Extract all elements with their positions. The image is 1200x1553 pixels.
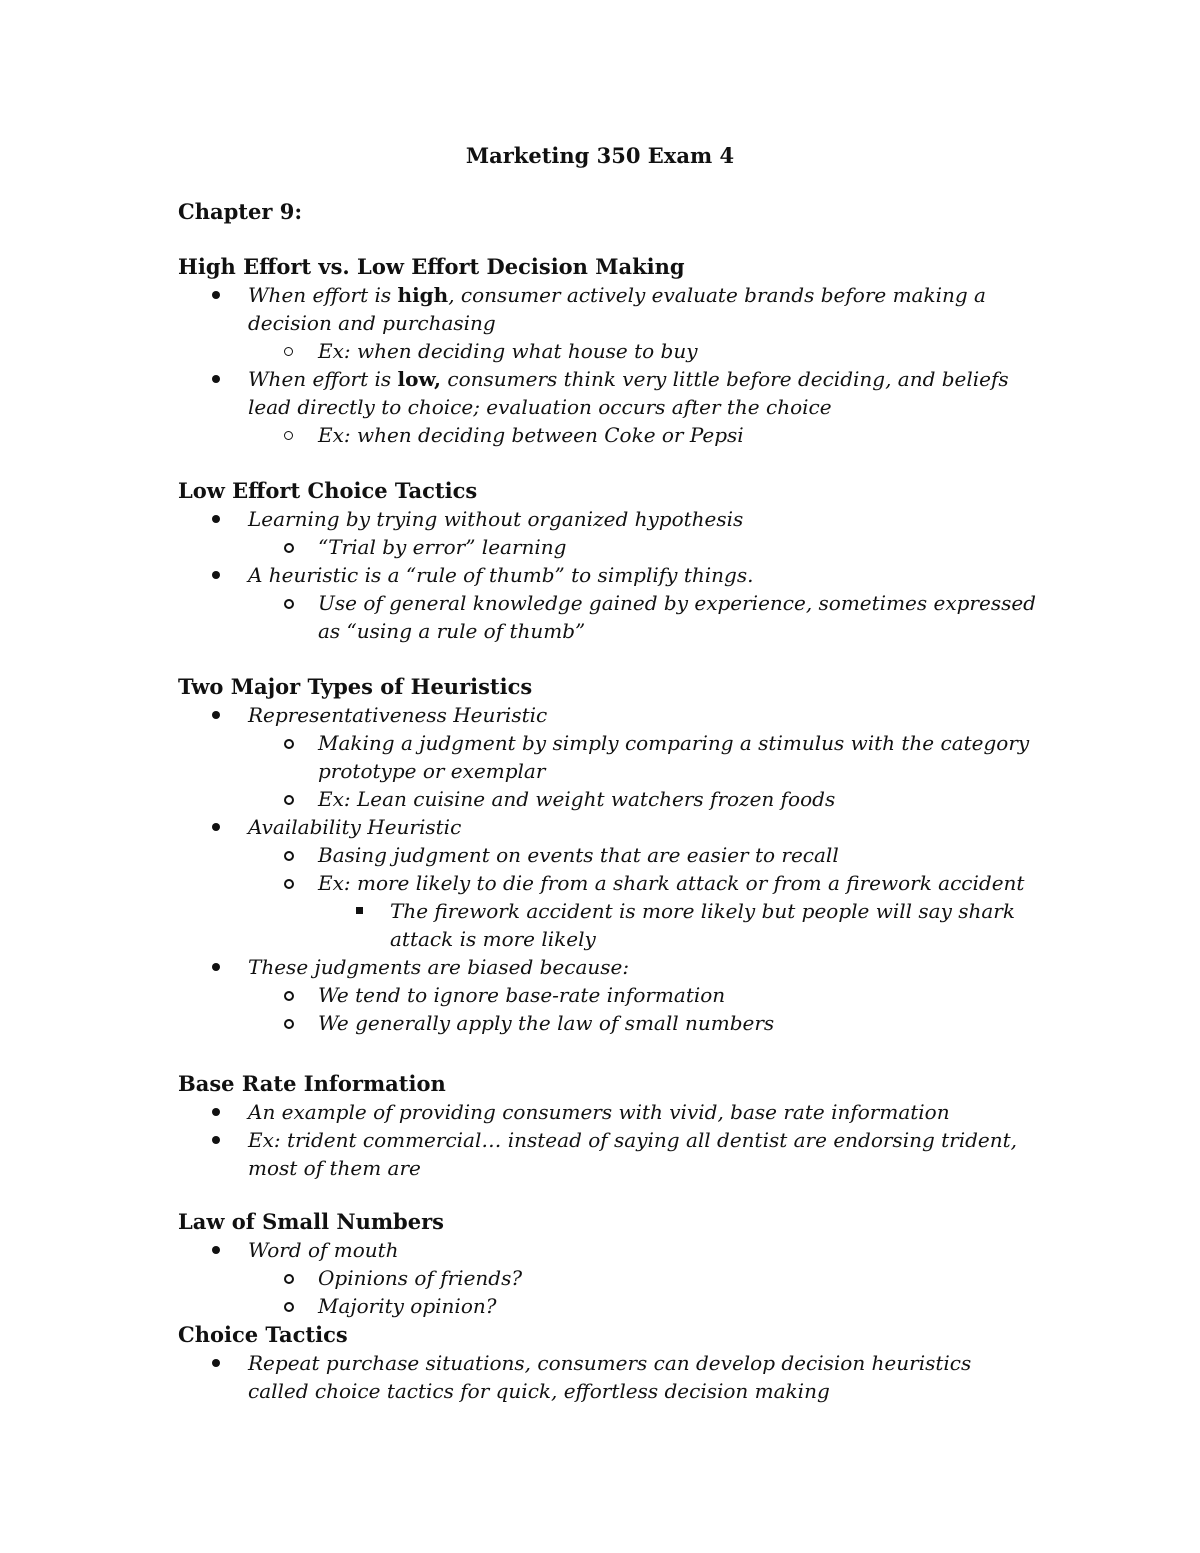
- bullet-dot-icon: [212, 1246, 220, 1254]
- bullet-circle-icon: [284, 991, 294, 1001]
- list-item-text: Basing judgment on events that are easier to recall: [318, 843, 839, 867]
- section-law-of-small-numbers: [178, 1208, 1038, 1320]
- list-item: [178, 813, 1038, 841]
- list-item-text: Learning by trying without organized hypothesis: [248, 507, 744, 531]
- list-item: [178, 589, 1038, 645]
- list-item-text: An example of providing consumers with vivid, base rate information: [248, 1100, 950, 1124]
- list-item-text: When effort is low, consumers think very little before deciding, and beliefs lead directly to choice; evaluation occurs after the choice: [248, 367, 1009, 419]
- list-item: [178, 841, 1038, 869]
- list-item: [178, 785, 1038, 813]
- bullet-square-icon: [356, 907, 363, 914]
- list-item: [178, 1349, 1038, 1405]
- section-choice-tactics: [178, 1321, 1038, 1405]
- list-item: [178, 561, 1038, 589]
- list-item-text: The firework accident is more likely but people will say shark attack is more likely: [390, 899, 1015, 951]
- list-item: [178, 1126, 1038, 1182]
- list-item-text: Ex: trident commercial… instead of saying all dentist are endorsing trident, most of them are: [248, 1128, 1018, 1180]
- bullet-dot-icon: [212, 1108, 220, 1116]
- bullet-list: [178, 1236, 1038, 1320]
- list-item: [178, 729, 1038, 785]
- list-item-text: Ex: when deciding between Coke or Pepsi: [318, 423, 744, 447]
- list-item: [178, 337, 1038, 365]
- bullet-circle-icon: [284, 879, 294, 889]
- list-item-text: “Trial by error” learning: [318, 535, 567, 559]
- list-item: [178, 981, 1038, 1009]
- list-item-text: Availability Heuristic: [248, 815, 462, 839]
- bullet-circle-icon: [284, 795, 294, 805]
- bullet-dot-icon: [212, 963, 220, 971]
- bullet-dot-icon: [212, 571, 220, 579]
- bullet-list: [178, 505, 1038, 645]
- bullet-circle-icon: [284, 1302, 294, 1312]
- list-item-text: Word of mouth: [248, 1238, 399, 1262]
- section-heading: Two Major Types of Heuristics: [178, 674, 533, 699]
- list-item: [178, 953, 1038, 981]
- list-item-text: A heuristic is a “rule of thumb” to simplify things.: [248, 563, 754, 587]
- list-item-text: These judgments are biased because:: [248, 955, 630, 979]
- bullet-dot-icon: [212, 1136, 220, 1144]
- bullet-dot-icon: [212, 1359, 220, 1367]
- bullet-dot-icon: [212, 711, 220, 719]
- list-item-text: When effort is high, consumer actively evaluate brands before making a decision and purchasing: [248, 283, 986, 335]
- list-item-text: Opinions of friends?: [318, 1266, 523, 1290]
- bullet-circle-icon: [284, 1274, 294, 1284]
- list-item-text: Ex: when deciding what house to buy: [318, 339, 698, 363]
- list-item: [178, 533, 1038, 561]
- bullet-circle-icon: [284, 543, 294, 553]
- section-two-major-heuristics: [178, 673, 1038, 1037]
- list-item: [178, 1236, 1038, 1264]
- list-item-text: Ex: Lean cuisine and weight watchers frozen foods: [318, 787, 836, 811]
- section-high-vs-low-effort: [178, 253, 1038, 449]
- list-item-text: We tend to ignore base-rate information: [318, 983, 726, 1007]
- list-item: [178, 421, 1038, 449]
- list-item-text: Ex: more likely to die from a shark attack or from a firework accident: [318, 871, 1025, 895]
- bullet-circle-icon: [284, 739, 294, 749]
- bullet-circle-icon: [284, 599, 294, 609]
- list-item: [178, 897, 1038, 953]
- list-item-text: Making a judgment by simply comparing a stimulus with the category prototype or exemplar: [318, 731, 1030, 783]
- section-base-rate-information: [178, 1070, 1038, 1182]
- list-item: [178, 1009, 1038, 1037]
- bullet-dot-icon: [212, 375, 220, 383]
- list-item: [178, 505, 1038, 533]
- chapter-heading: Chapter 9:: [178, 199, 303, 224]
- section-heading: Low Effort Choice Tactics: [178, 478, 478, 503]
- bullet-dot-icon: [212, 291, 220, 299]
- bullet-list: [178, 701, 1038, 1037]
- section-heading: Law of Small Numbers: [178, 1209, 444, 1234]
- section-heading: High Effort vs. Low Effort Decision Making: [178, 254, 685, 279]
- section-heading: Choice Tactics: [178, 1322, 348, 1347]
- list-item: [178, 365, 1038, 421]
- bullet-circle-icon: [284, 347, 293, 356]
- list-item: [178, 701, 1038, 729]
- section-heading: Base Rate Information: [178, 1071, 446, 1096]
- bullet-circle-icon: [284, 1019, 294, 1029]
- bullet-list: [178, 281, 1038, 449]
- list-item: [178, 1098, 1038, 1126]
- bullet-list: [178, 1098, 1038, 1182]
- list-item: [178, 869, 1038, 897]
- list-item-text: Use of general knowledge gained by experience, sometimes expressed as “using a rule of thumb”: [318, 591, 1036, 643]
- list-item: [178, 1292, 1038, 1320]
- bullet-dot-icon: [212, 823, 220, 831]
- bullet-dot-icon: [212, 515, 220, 523]
- bullet-list: [178, 1349, 1038, 1405]
- bullet-circle-icon: [284, 851, 294, 861]
- list-item: [178, 281, 1038, 337]
- bullet-circle-icon: [284, 431, 293, 440]
- list-item-text: We generally apply the law of small numbers: [318, 1011, 775, 1035]
- document-title: Marketing 350 Exam 4: [465, 143, 735, 168]
- list-item-text: Repeat purchase situations, consumers can develop decision heuristics called choice tactics for quick, effortless decision making: [248, 1351, 972, 1403]
- list-item-text: Representativeness Heuristic: [248, 703, 548, 727]
- list-item: [178, 1264, 1038, 1292]
- list-item-text: Majority opinion?: [318, 1294, 497, 1318]
- section-low-effort-choice-tactics: [178, 477, 1038, 645]
